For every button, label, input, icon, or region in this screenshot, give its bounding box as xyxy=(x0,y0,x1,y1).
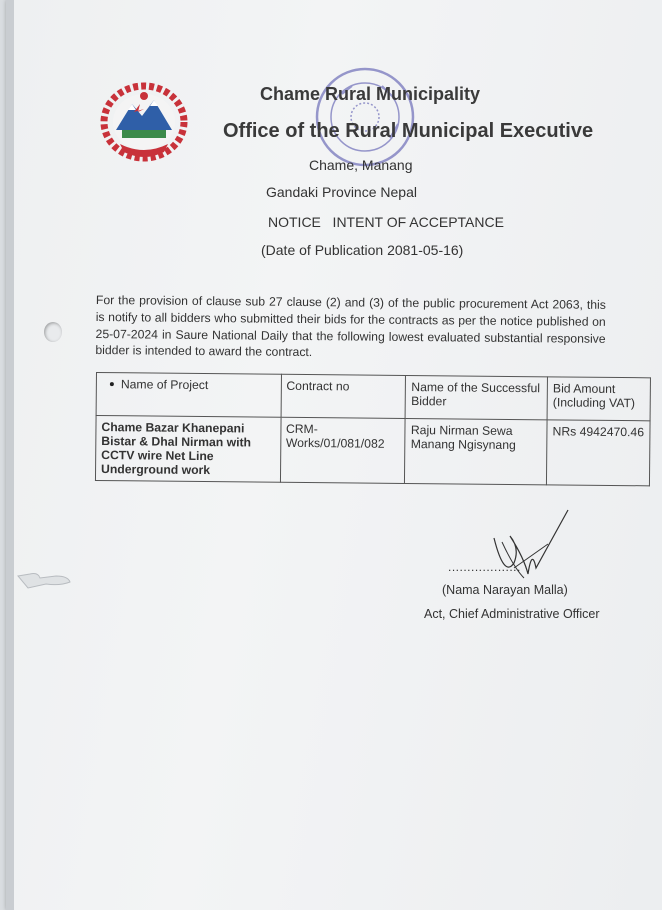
header-amount: Bid Amount (Including VAT) xyxy=(547,377,650,421)
header-project: Name of Project xyxy=(96,373,281,418)
table-header-row xyxy=(96,373,650,421)
signatory-title: Act, Chief Administrative Officer xyxy=(424,607,600,621)
table-row xyxy=(95,416,650,486)
award-table xyxy=(95,372,651,486)
province: Gandaki Province Nepal xyxy=(266,184,417,200)
notice-title: NOTICE INTENT OF ACCEPTANCE xyxy=(268,214,504,230)
publication-date: (Date of Publication 2081-05-16) xyxy=(261,242,464,258)
punch-hole xyxy=(44,322,62,342)
document-page xyxy=(6,0,662,910)
signature-icon xyxy=(484,508,574,588)
bullet-icon xyxy=(110,382,114,386)
nepal-emblem-icon xyxy=(98,82,190,164)
office-stamp-icon xyxy=(312,64,418,170)
municipality-name: Chame Rural Municipality xyxy=(260,84,481,104)
cell-contract: CRM-Works/01/081/082 xyxy=(280,417,406,483)
header-bidder: Name of the Successful Bidder xyxy=(406,375,548,419)
cell-amount: NRs 4942470.46 xyxy=(547,420,651,486)
office-name: Office of the Rural Municipal Executive xyxy=(223,120,594,142)
cell-bidder: Raju Nirman Sewa Manang Ngisynang xyxy=(405,418,547,484)
signature-line: ................... xyxy=(448,560,521,574)
page-edge xyxy=(6,0,14,910)
paper-clip-mark-icon xyxy=(16,568,72,592)
cell-project: Chame Bazar Khanepani Bistar & Dhal Nirman with CCTV wire Net Line Underground work xyxy=(95,416,280,483)
signatory-name: (Nama Narayan Malla) xyxy=(442,583,568,597)
notice-paragraph: For the provision of clause sub 27 clause (2) and (3) of the public procurement Act 2063, this is notify to all bidders who submitted their bids for the contracts as per the notice published on 25-07-2024 in Saure National Daily that the following lowest evaluated substantial responsive bidder is intended to award the contract. xyxy=(95,292,606,360)
location: Chame, Manang xyxy=(309,157,413,173)
header-contract: Contract no xyxy=(281,374,406,418)
